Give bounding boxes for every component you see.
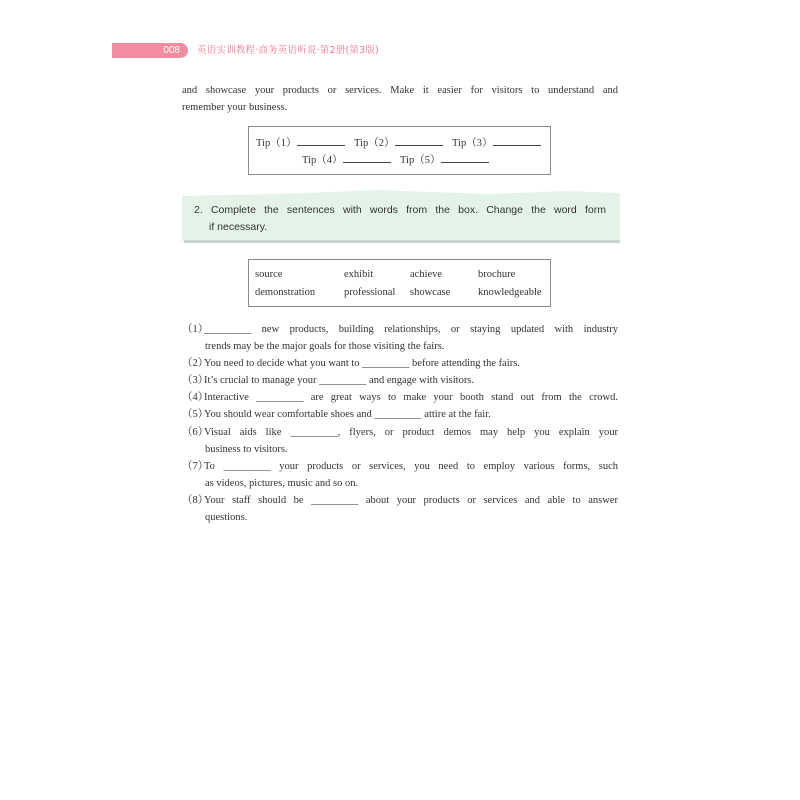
tip-3-label: Tip（3） xyxy=(452,138,493,149)
word-showcase: showcase xyxy=(410,287,451,298)
tip-5-label: Tip（5） xyxy=(400,155,441,166)
tip-4-label: Tip（4） xyxy=(302,155,343,166)
tip-2-blank[interactable] xyxy=(395,136,443,146)
question-2-number: （2） xyxy=(182,358,209,369)
intro-line-2: remember your business. xyxy=(182,102,288,113)
question-1 xyxy=(182,321,618,355)
question-3 xyxy=(182,372,618,389)
page-number: 008 xyxy=(112,43,188,58)
question-5-number: （5） xyxy=(182,409,209,420)
tip-1-blank[interactable] xyxy=(297,136,345,146)
question-1-number: （1） xyxy=(182,324,209,335)
word-achieve: achieve xyxy=(410,269,443,280)
word-source: source xyxy=(255,269,283,280)
question-4-number: （4） xyxy=(182,392,209,403)
tip-2 xyxy=(354,136,443,151)
question-2-line-1: You need to decide what you want to _________ before attending the fairs. xyxy=(204,358,520,369)
word-professional: professional xyxy=(344,287,396,298)
question-1-line-2: trends may be the major goals for those visiting the fairs. xyxy=(205,341,445,352)
question-4-line-1: Interactive _________ are great ways to make your booth stand out from the crowd. xyxy=(204,392,618,403)
question-8 xyxy=(182,492,618,526)
word-brochure: brochure xyxy=(478,269,516,280)
question-7-line-2: as videos, pictures, music and so on. xyxy=(205,478,359,489)
question-8-line-2: questions. xyxy=(205,512,248,523)
word-exhibit: exhibit xyxy=(344,269,374,280)
exercise-2-instruction xyxy=(194,202,606,236)
tips-box xyxy=(248,126,551,175)
tip-5 xyxy=(400,153,489,168)
question-6-line-1: Visual aids like _________, flyers, or product demos may help you explain your xyxy=(204,427,618,438)
exercise-2-banner-shadow xyxy=(184,240,620,243)
question-7-line-1: To _________ your products or services, you need to employ various forms, such xyxy=(204,461,618,472)
question-8-number: （8） xyxy=(182,495,209,506)
question-6-number: （6） xyxy=(182,427,209,438)
exercise-2-instruction-line-2: if necessary. xyxy=(209,221,268,233)
page-header xyxy=(112,43,379,58)
question-1-line-1: _________ new products, building relationships, or staying updated with industry xyxy=(204,324,618,335)
tip-2-label: Tip（2） xyxy=(354,138,395,149)
tip-4-blank[interactable] xyxy=(343,153,391,163)
question-6-line-2: business to visitors. xyxy=(205,444,288,455)
word-box xyxy=(248,259,551,307)
question-6 xyxy=(182,424,618,458)
question-7-number: （7） xyxy=(182,461,209,472)
question-8-line-1: Your staff should be _________ about your products or services and able to answer xyxy=(204,495,618,506)
intro-line-1: and showcase your products or services. Make it easier for visitors to understand and xyxy=(182,85,618,96)
book-title: 英语实训教程·商务英语听说·第2册(第3版) xyxy=(197,45,379,56)
tip-4 xyxy=(302,153,391,168)
question-5-line-1: You should wear comfortable shoes and _________ attire at the fair. xyxy=(204,409,491,420)
tip-3 xyxy=(452,136,541,151)
question-2 xyxy=(182,355,618,372)
word-demonstration: demonstration xyxy=(255,287,316,298)
question-4 xyxy=(182,389,618,406)
question-3-line-1: It’s crucial to manage your _________ and engage with visitors. xyxy=(204,375,475,386)
question-7 xyxy=(182,458,618,492)
word-knowledgeable: knowledgeable xyxy=(478,287,542,298)
question-5 xyxy=(182,406,618,423)
intro-paragraph xyxy=(182,82,618,116)
tip-1 xyxy=(256,136,345,151)
exercise-2-instruction-line-1: 2. Complete the sentences with words from the box. Change the word form xyxy=(194,204,606,216)
tip-5-blank[interactable] xyxy=(441,153,489,163)
question-3-number: （3） xyxy=(182,375,209,386)
tip-3-blank[interactable] xyxy=(493,136,541,146)
tip-1-label: Tip（1） xyxy=(256,138,297,149)
